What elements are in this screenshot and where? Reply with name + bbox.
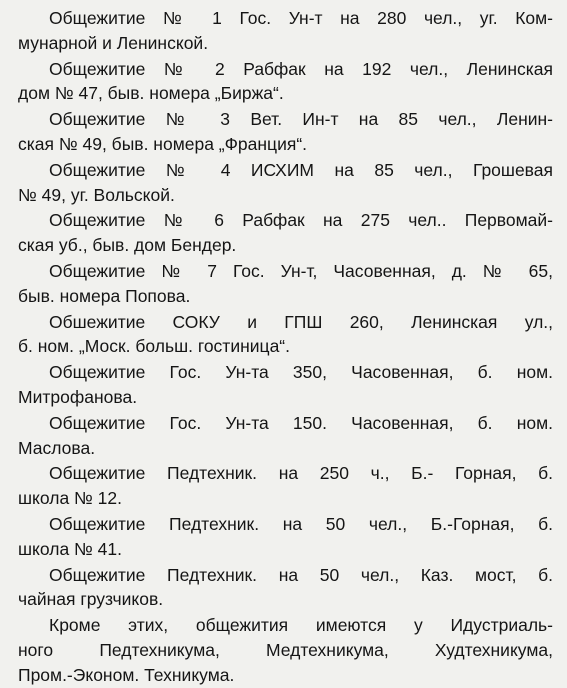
dormitory-paragraph-7 — [18, 310, 553, 360]
text-line: Общежитие № 1 Гос. Ун-т на 280 чел., уг. Ком- — [49, 8, 553, 28]
text-line: Маслова. — [18, 437, 96, 458]
dormitory-paragraph-1 — [18, 6, 553, 56]
text-line: № 49, уг. Вольской. — [18, 184, 175, 205]
text-line: Кроме этих, общежития имеются у Идустриаль- — [49, 615, 553, 636]
text-line: дом № 47, быв. номера „Биржа“. — [18, 83, 284, 104]
text-line: Общежитие Педтехник. на 50 чел., Каз. мост, б. — [49, 564, 553, 585]
dormitory-paragraph-3 — [18, 107, 553, 157]
text-line: мунарной и Ленинской. — [18, 32, 209, 53]
text-line: Общежитие № 6 Рабфак на 275 чел.. Первомай- — [49, 210, 553, 231]
text-line: Общежитие № 3 Вет. Ин-т на 85 чел., Ленин- — [49, 109, 553, 130]
text-line: быв. номера Попова. — [18, 285, 191, 306]
dormitory-paragraph-6 — [18, 259, 553, 309]
text-line: Общежитие Гос. Ун-та 150. Часовенная, б. ном. — [49, 412, 553, 433]
text-line: Общежитие № 7 Гос. Ун-т, Часовенная, д. № 65, — [49, 260, 553, 281]
text-line: Общежитие Гос. Ун-та 350, Часовенная, б. ном. — [49, 362, 553, 383]
text-line: Митрофанова. — [18, 386, 138, 407]
dormitory-paragraph-5 — [18, 208, 553, 258]
text-line: б. ном. „Моск. больш. гостиница“. — [18, 336, 290, 357]
text-line: ного Педтехникума, Медтехникума, Худтехникума, — [18, 639, 553, 660]
text-line: Общежитие № 4 ИСХИМ на 85 чел., Грошевая — [49, 159, 553, 180]
dormitory-paragraph-4 — [18, 158, 553, 208]
closing-paragraph — [18, 613, 553, 687]
text-line: ская уб., быв. дом Бендер. — [18, 235, 237, 256]
text-line: Пром.-Эконом. Техникума. — [18, 664, 235, 685]
dormitory-paragraph-2 — [18, 57, 553, 107]
dormitory-paragraph-10 — [18, 461, 553, 511]
dormitory-paragraph-12 — [18, 563, 553, 613]
text-line: школа № 41. — [18, 538, 123, 559]
text-line: школа № 12. — [18, 488, 123, 509]
text-line: чайная грузчиков. — [18, 589, 164, 610]
text-line: Общежитие Педтехник. на 50 чел., Б.-Горная, б. — [49, 513, 553, 534]
text-line: Общежитие № 2 Рабфак на 192 чел., Ленинская — [49, 58, 553, 79]
dormitory-paragraph-8 — [18, 360, 553, 410]
dormitory-paragraph-11 — [18, 512, 553, 562]
text-line: Общежитие Педтехник. на 250 ч., Б.- Горная, б. — [49, 463, 553, 484]
text-line: Обшежитие СОКУ и ГПШ 260, Ленинская ул., — [49, 311, 553, 332]
dormitory-paragraph-9 — [18, 411, 553, 461]
text-line: ская № 49, быв. номера „Франция“. — [18, 133, 308, 154]
